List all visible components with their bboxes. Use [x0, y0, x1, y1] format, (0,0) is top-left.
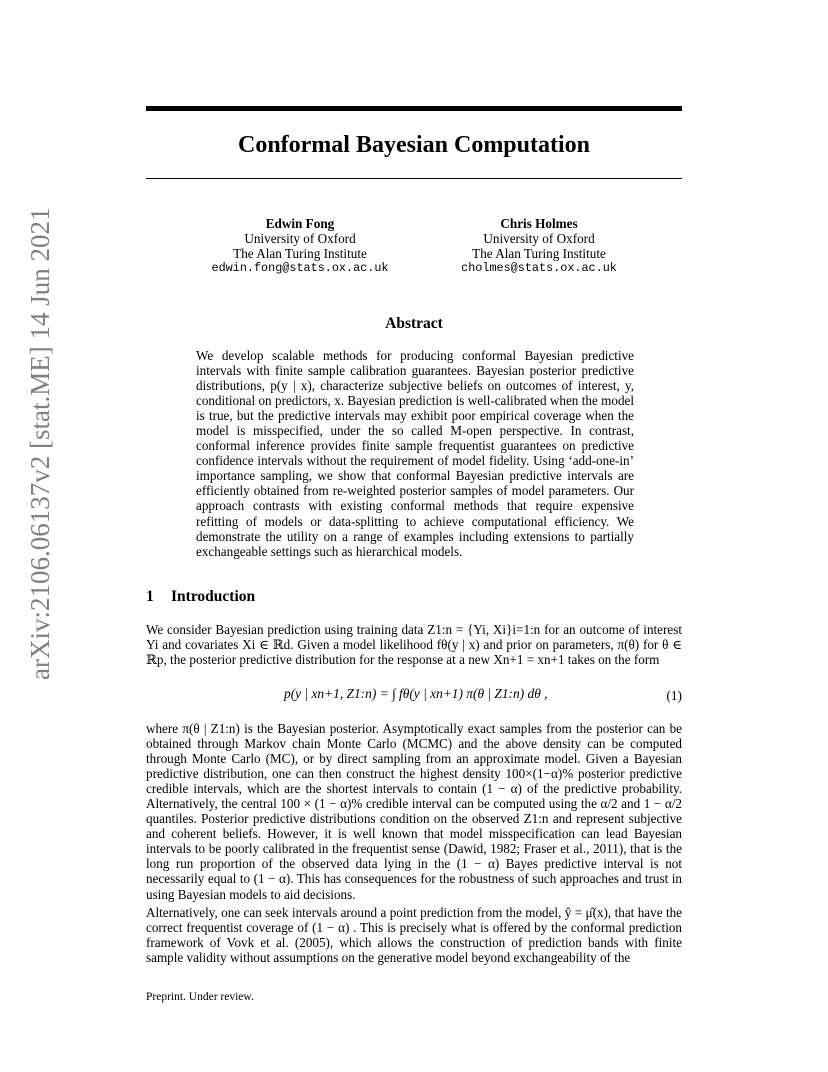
author-affiliation: University of Oxford — [244, 231, 356, 246]
equation-1 — [146, 683, 682, 711]
equation-body: p(y | xn+1, Z1:n) = ∫ fθ(y | xn+1) π(θ | Z1:n) dθ , — [284, 686, 548, 701]
abstract-text: We develop scalable methods for producing conformal Bayesian predictive intervals with finite sample calibration guarantees. Bayesian posterior predictive distributions, p(y | x), characterize subjective beliefs on outcomes of interest, y, conditional on predictors, x. Bayesian prediction is well-calibrated when the model is true, but the predictive intervals may exhibit poor empirical coverage when the model is misspecified, under the so called M-open perspective. In contrast, conformal inference provides finite sample frequentist guarantees on predictive confidence intervals without the requirement of model fidelity. Using ‘add-one-in’ importance sampling, we show that conformal Bayesian predictive intervals are efficiently obtained from re-weighted posterior samples of model parameters. Our approach contrasts with existing conformal methods that require expensive refitting of models or data-splitting to achieve computational efficiency. We demonstrate the utility on a range of examples including extensions to partially exchangeable settings such as hierarchical models. — [196, 348, 634, 559]
intro-paragraph-3: Alternatively, one can seek intervals around a point prediction from the model, ŷ = μ̂(x), that have the correct frequentist coverage of (1 − α) . This is precisely what is offered by the conformal prediction framework of Vovk et al. (2005), which allows the construction of prediction bands with finite sample validity without assumptions on the generative model beyond exchangeability of the — [146, 905, 682, 966]
section-number: 1 — [146, 588, 154, 605]
paper-title: Conformal Bayesian Computation — [237, 132, 591, 158]
intro-paragraph-2: where π(θ | Z1:n) is the Bayesian posterior. Asymptotically exact samples from the posterior can be obtained through Markov chain Monte Carlo (MCMC) and the above density can be computed through Monte Carlo (MC), or by direct sampling from an approximate model. Given a Bayesian predictive distribution, one can then construct the highest density 100×(1−α)% posterior predictive credible intervals, which are the shortest intervals to contain (1 − α) of the predictive probability. Alternatively, the central 100 × (1 − α)% credible interval can be computed using the α/2 and 1 − α/2 quantiles. Posterior predictive distributions condition on the observed Z1:n and represent subjective and coherent beliefs. However, it is well known that model misspecification can lead Bayesian intervals to be poorly calibrated in the frequentist sense (Dawid, 1982; Fraser et al., 2011), that is the long run proportion of the observed data lying in the (1 − α) Bayes predictive interval is not necessarily equal to (1 − α). This has consequences for the robustness of such approaches and trust in using Bayesian models to aid decisions. — [146, 721, 682, 902]
author-affiliation: University of Oxford — [483, 231, 595, 246]
author-name: Chris Holmes — [500, 216, 578, 231]
abstract-heading: Abstract — [385, 315, 443, 332]
title-top-rule — [146, 106, 682, 111]
author-email[interactable]: cholmes@stats.ox.ac.uk — [461, 261, 617, 275]
section-heading — [146, 587, 255, 607]
title-bottom-rule — [146, 178, 682, 179]
footer-note: Preprint. Under review. — [146, 991, 254, 1003]
equation-number: (1) — [666, 688, 682, 703]
author-affiliation: The Alan Turing Institute — [233, 246, 367, 261]
author-affiliation: The Alan Turing Institute — [472, 246, 606, 261]
author-email[interactable]: edwin.fong@stats.ox.ac.uk — [211, 261, 389, 275]
author-block-1 — [180, 216, 420, 276]
author-name: Edwin Fong — [265, 216, 335, 231]
section-title: Introduction — [171, 588, 256, 605]
arxiv-identifier[interactable]: arXiv:2106.06137v2 [stat.ME] 14 Jun 2021 — [25, 207, 55, 680]
intro-paragraph-1: We consider Bayesian prediction using training data Z1:n = {Yi, Xi}i=1:n for an outcome of interest Yi and covariates Xi ∈ ℝd. Given a model likelihood fθ(y | x) and prior on parameters, π(θ) for θ ∈ ℝp, the posterior predictive distribution for the response at a new Xn+1 = xn+1 takes on the form — [146, 622, 682, 668]
author-block-2 — [419, 216, 659, 276]
